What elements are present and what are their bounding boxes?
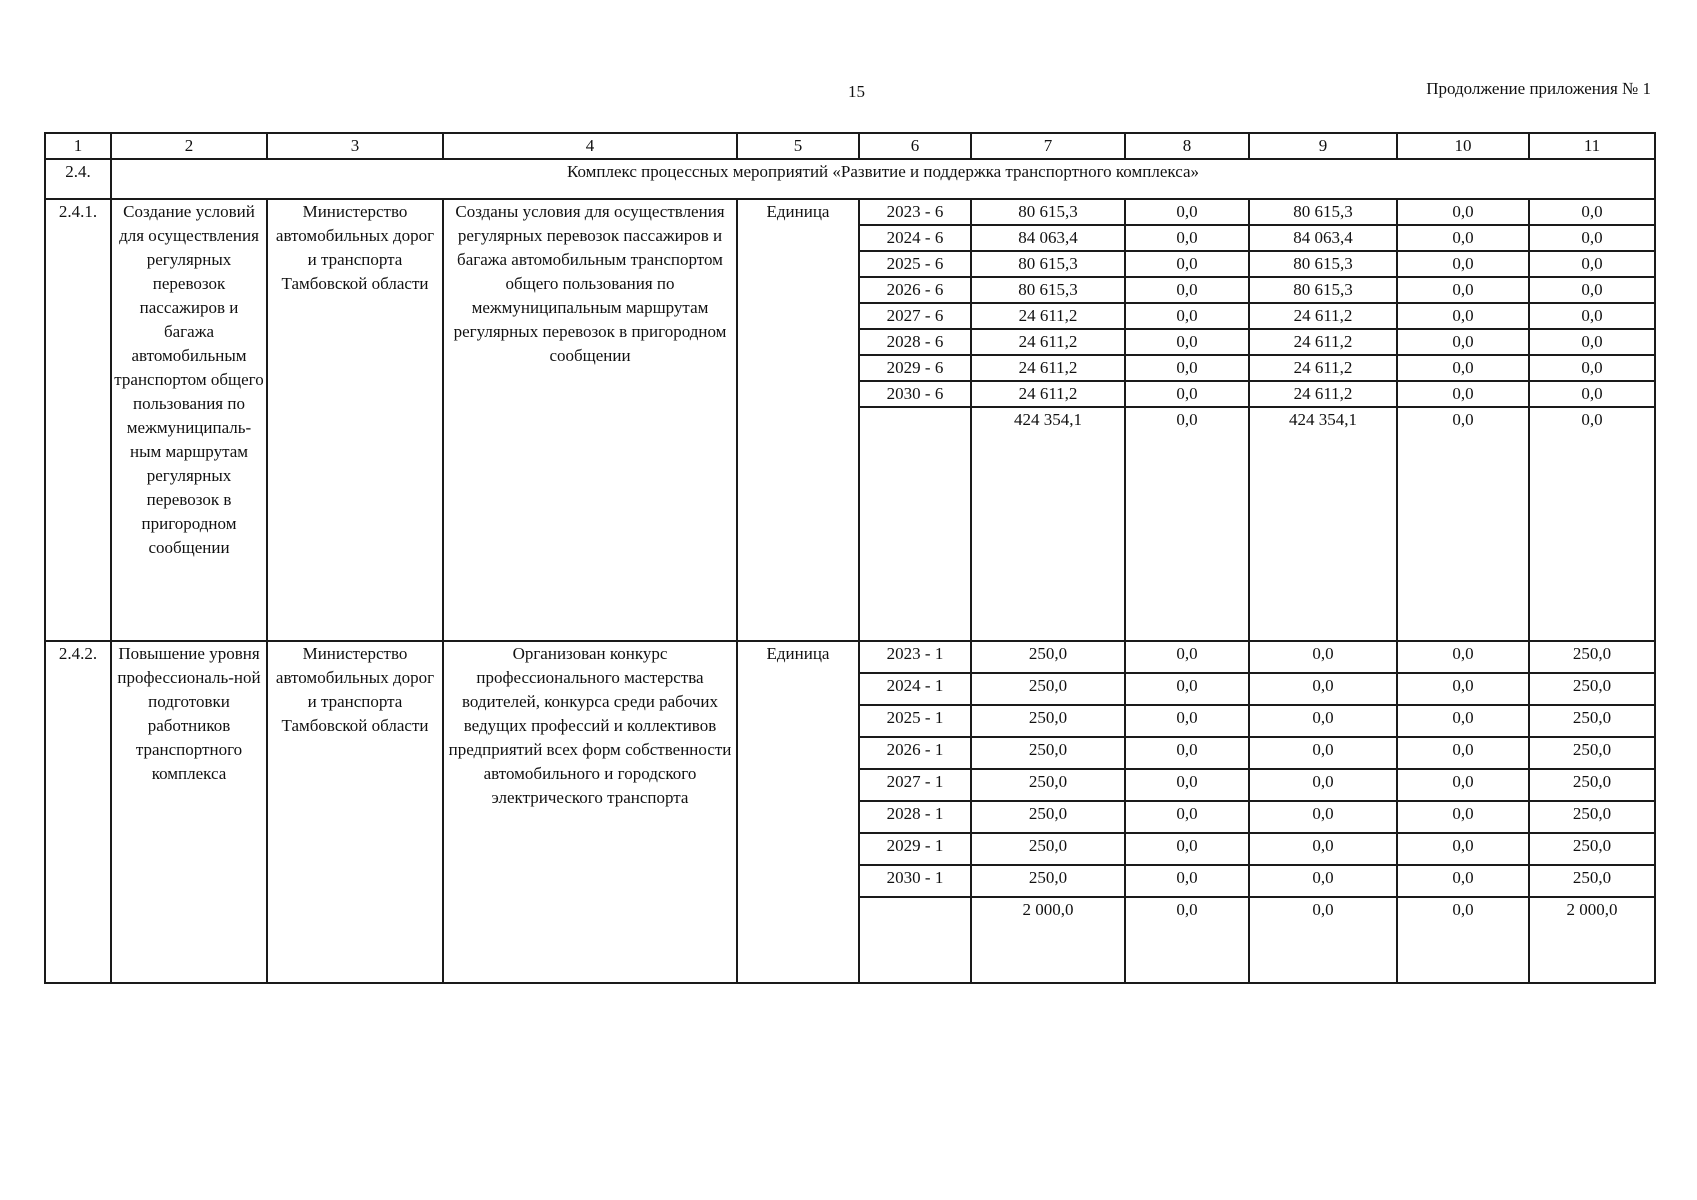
column-11-value: 250,0 (1529, 641, 1655, 673)
total-column-9-value: 0,0 (1249, 897, 1397, 983)
section-title: Комплекс процессных мероприятий «Развитие и поддержка транспортного комплекса» (111, 159, 1655, 199)
column-8-value: 0,0 (1125, 641, 1249, 673)
column-11-value: 0,0 (1529, 277, 1655, 303)
column-8-value: 0,0 (1125, 865, 1249, 897)
column-9-value: 0,0 (1249, 673, 1397, 705)
column-9-value: 0,0 (1249, 801, 1397, 833)
column-10-value: 0,0 (1397, 355, 1529, 381)
column-10-value: 0,0 (1397, 277, 1529, 303)
column-number-8: 8 (1125, 133, 1249, 159)
total-year-cell (859, 407, 971, 641)
column-7-value: 80 615,3 (971, 199, 1125, 225)
year-cell: 2027 - 1 (859, 769, 971, 801)
column-7-value: 250,0 (971, 769, 1125, 801)
year-cell: 2029 - 6 (859, 355, 971, 381)
column-8-value: 0,0 (1125, 277, 1249, 303)
table-row (45, 641, 1655, 673)
column-7-value: 250,0 (971, 673, 1125, 705)
column-7-value: 24 611,2 (971, 355, 1125, 381)
total-column-8-value: 0,0 (1125, 897, 1249, 983)
column-number-1: 1 (45, 133, 111, 159)
year-cell: 2023 - 1 (859, 641, 971, 673)
item-number: 2.4.1. (45, 199, 111, 641)
column-11-value: 0,0 (1529, 199, 1655, 225)
year-cell: 2030 - 6 (859, 381, 971, 407)
column-10-value: 0,0 (1397, 769, 1529, 801)
column-11-value: 250,0 (1529, 833, 1655, 865)
appendix-continuation-label: Продолжение приложения № 1 (1426, 79, 1651, 98)
column-9-value: 24 611,2 (1249, 381, 1397, 407)
total-column-7-value: 2 000,0 (971, 897, 1125, 983)
item-executor: Министерство автомобильных дорог и транспорта Тамбовской области (267, 641, 443, 983)
column-11-value: 0,0 (1529, 251, 1655, 277)
total-column-9-value: 424 354,1 (1249, 407, 1397, 641)
column-8-value: 0,0 (1125, 801, 1249, 833)
column-7-value: 250,0 (971, 865, 1125, 897)
section-row (45, 159, 1655, 199)
column-number-6: 6 (859, 133, 971, 159)
item-unit: Единица (737, 199, 859, 641)
column-number-9: 9 (1249, 133, 1397, 159)
section-number: 2.4. (45, 159, 111, 199)
year-cell: 2026 - 6 (859, 277, 971, 303)
column-number-row (45, 133, 1655, 159)
total-year-cell (859, 897, 971, 983)
column-number-4: 4 (443, 133, 737, 159)
item-result: Организован конкурс профессионального мастерства водителей, конкурса среди рабочих ведущих профессий и коллективов предприятий всех форм собственности автомобильного и городского электрического транспорта (443, 641, 737, 983)
column-8-value: 0,0 (1125, 251, 1249, 277)
column-7-value: 24 611,2 (971, 303, 1125, 329)
total-column-10-value: 0,0 (1397, 407, 1529, 641)
column-number-5: 5 (737, 133, 859, 159)
column-9-value: 0,0 (1249, 833, 1397, 865)
column-8-value: 0,0 (1125, 355, 1249, 381)
column-10-value: 0,0 (1397, 303, 1529, 329)
item-result: Созданы условия для осуществления регулярных перевозок пассажиров и багажа автомобильным транспортом общего пользования по межмуниципальным маршрутам регулярных перевозок в пригородном сообщении (443, 199, 737, 641)
column-8-value: 0,0 (1125, 769, 1249, 801)
column-11-value: 0,0 (1529, 381, 1655, 407)
column-7-value: 84 063,4 (971, 225, 1125, 251)
column-7-value: 80 615,3 (971, 277, 1125, 303)
column-10-value: 0,0 (1397, 673, 1529, 705)
column-9-value: 80 615,3 (1249, 251, 1397, 277)
column-number-11: 11 (1529, 133, 1655, 159)
column-9-value: 0,0 (1249, 769, 1397, 801)
total-column-11-value: 0,0 (1529, 407, 1655, 641)
column-11-value: 250,0 (1529, 865, 1655, 897)
column-8-value: 0,0 (1125, 329, 1249, 355)
column-11-value: 250,0 (1529, 705, 1655, 737)
column-10-value: 0,0 (1397, 381, 1529, 407)
year-cell: 2028 - 6 (859, 329, 971, 355)
year-cell: 2027 - 6 (859, 303, 971, 329)
column-7-value: 24 611,2 (971, 381, 1125, 407)
year-cell: 2023 - 6 (859, 199, 971, 225)
column-7-value: 250,0 (971, 705, 1125, 737)
year-cell: 2024 - 6 (859, 225, 971, 251)
column-9-value: 80 615,3 (1249, 277, 1397, 303)
total-column-11-value: 2 000,0 (1529, 897, 1655, 983)
column-9-value: 84 063,4 (1249, 225, 1397, 251)
item-name: Создание условий для осуществления регулярных перевозок пассажиров и багажа автомобильным транспортом общего пользования по межмуниципаль-ным маршрутам регулярных перевозок в пригородном сообщении (111, 199, 267, 641)
column-11-value: 250,0 (1529, 737, 1655, 769)
year-cell: 2025 - 6 (859, 251, 971, 277)
column-9-value: 0,0 (1249, 737, 1397, 769)
year-cell: 2029 - 1 (859, 833, 971, 865)
column-7-value: 250,0 (971, 641, 1125, 673)
column-9-value: 0,0 (1249, 705, 1397, 737)
column-10-value: 0,0 (1397, 329, 1529, 355)
column-7-value: 250,0 (971, 801, 1125, 833)
column-number-2: 2 (111, 133, 267, 159)
table-row (45, 199, 1655, 225)
column-7-value: 250,0 (971, 833, 1125, 865)
column-10-value: 0,0 (1397, 801, 1529, 833)
year-cell: 2024 - 1 (859, 673, 971, 705)
item-executor: Министерство автомобильных дорог и транспорта Тамбовской области (267, 199, 443, 641)
item-number: 2.4.2. (45, 641, 111, 983)
column-9-value: 0,0 (1249, 641, 1397, 673)
column-8-value: 0,0 (1125, 737, 1249, 769)
column-8-value: 0,0 (1125, 833, 1249, 865)
column-8-value: 0,0 (1125, 225, 1249, 251)
column-11-value: 0,0 (1529, 303, 1655, 329)
column-8-value: 0,0 (1125, 381, 1249, 407)
column-9-value: 24 611,2 (1249, 329, 1397, 355)
column-8-value: 0,0 (1125, 199, 1249, 225)
column-9-value: 80 615,3 (1249, 199, 1397, 225)
item-name: Повышение уровня профессиональ-ной подготовки работников транспортного комплекса (111, 641, 267, 983)
column-10-value: 0,0 (1397, 199, 1529, 225)
column-11-value: 0,0 (1529, 225, 1655, 251)
column-7-value: 250,0 (971, 737, 1125, 769)
column-number-3: 3 (267, 133, 443, 159)
column-11-value: 0,0 (1529, 355, 1655, 381)
column-10-value: 0,0 (1397, 641, 1529, 673)
page-number: 15 (848, 82, 865, 101)
column-11-value: 0,0 (1529, 329, 1655, 355)
column-9-value: 0,0 (1249, 865, 1397, 897)
column-10-value: 0,0 (1397, 865, 1529, 897)
item-unit: Единица (737, 641, 859, 983)
total-column-10-value: 0,0 (1397, 897, 1529, 983)
column-10-value: 0,0 (1397, 705, 1529, 737)
column-11-value: 250,0 (1529, 673, 1655, 705)
column-11-value: 250,0 (1529, 801, 1655, 833)
total-column-7-value: 424 354,1 (971, 407, 1125, 641)
year-cell: 2028 - 1 (859, 801, 971, 833)
column-8-value: 0,0 (1125, 303, 1249, 329)
year-cell: 2030 - 1 (859, 865, 971, 897)
column-11-value: 250,0 (1529, 769, 1655, 801)
column-8-value: 0,0 (1125, 705, 1249, 737)
column-number-10: 10 (1397, 133, 1529, 159)
column-9-value: 24 611,2 (1249, 355, 1397, 381)
column-7-value: 24 611,2 (971, 329, 1125, 355)
appendix-table (44, 132, 1656, 984)
column-10-value: 0,0 (1397, 737, 1529, 769)
column-9-value: 24 611,2 (1249, 303, 1397, 329)
column-10-value: 0,0 (1397, 251, 1529, 277)
column-10-value: 0,0 (1397, 225, 1529, 251)
table-body (45, 133, 1655, 983)
total-column-8-value: 0,0 (1125, 407, 1249, 641)
column-number-7: 7 (971, 133, 1125, 159)
column-10-value: 0,0 (1397, 833, 1529, 865)
year-cell: 2025 - 1 (859, 705, 971, 737)
year-cell: 2026 - 1 (859, 737, 971, 769)
column-7-value: 80 615,3 (971, 251, 1125, 277)
column-8-value: 0,0 (1125, 673, 1249, 705)
